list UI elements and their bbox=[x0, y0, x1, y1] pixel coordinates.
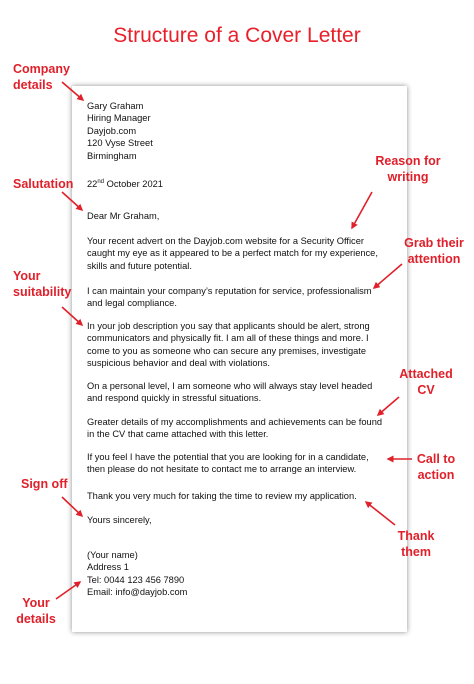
label-sign-off: Sign off bbox=[21, 477, 68, 491]
label-line: writing bbox=[387, 170, 429, 184]
paragraph-personal bbox=[87, 380, 372, 405]
sender-name: (Your name) bbox=[87, 550, 138, 560]
date-suffix: nd bbox=[97, 179, 105, 185]
label-line: Call to bbox=[416, 452, 456, 466]
label-grab-their-attention bbox=[396, 235, 472, 267]
recipient-title: Hiring Manager bbox=[87, 113, 151, 124]
paragraph-line: caught my eye as it appeared to be a perfect match for my experience, bbox=[87, 248, 378, 259]
sign-off-text: Yours sincerely, bbox=[87, 515, 152, 525]
sender-email: Email: info@dayjob.com bbox=[87, 587, 188, 598]
label-your-details bbox=[11, 595, 61, 627]
label-line: Reason for bbox=[375, 154, 441, 168]
salutation-text: Dear Mr Graham, bbox=[87, 211, 160, 221]
label-line: CV bbox=[417, 383, 435, 397]
paragraph-line: skills and future potential. bbox=[87, 260, 192, 271]
paragraph-line: Your recent advert on the Dayjob.com website for a Security Officer bbox=[87, 236, 364, 246]
recipient-name: Gary Graham bbox=[87, 101, 144, 111]
paragraph-line: I can maintain your company’s reputation for service, professionalism bbox=[87, 286, 372, 296]
sender-details-block bbox=[87, 549, 187, 599]
paragraph-line: then please do not hesitate to contact me to arrange an interview. bbox=[87, 464, 357, 475]
label-line: Your bbox=[22, 596, 50, 610]
paragraph-line: and legal compliance. bbox=[87, 298, 177, 309]
paragraph-thanks: Thank you very much for taking the time to review my application. bbox=[87, 491, 357, 501]
label-line: suitability bbox=[13, 285, 72, 299]
date-month-year: October 2021 bbox=[104, 179, 163, 190]
paragraph-line: suspicious behavior and deal with violations. bbox=[87, 358, 270, 369]
label-company-details bbox=[13, 61, 70, 93]
label-line: details bbox=[16, 612, 56, 626]
label-line: them bbox=[401, 545, 431, 559]
paragraph-line: In your job description you say that applicants should be alert, strong bbox=[87, 321, 370, 331]
paragraph-attention bbox=[87, 285, 372, 310]
paragraph-line: come to you as someone who can secure any premises, investigate bbox=[87, 345, 367, 356]
label-line: Your bbox=[13, 269, 41, 283]
label-line: Company bbox=[13, 62, 70, 76]
label-attached-cv bbox=[394, 366, 458, 398]
paragraph-attached-cv bbox=[87, 416, 382, 441]
label-call-to-action bbox=[408, 451, 464, 483]
sender-phone: Tel: 0044 123 456 7890 bbox=[87, 574, 185, 585]
label-thank-them bbox=[388, 528, 444, 560]
label-reason-for-writing bbox=[368, 153, 448, 185]
label-salutation: Salutation bbox=[13, 177, 74, 191]
paragraph-line: If you feel I have the potential that you are looking for in a candidate, bbox=[87, 452, 369, 462]
label-line: action bbox=[417, 468, 455, 482]
label-line: Thank bbox=[397, 529, 435, 543]
paragraph-line: Greater details of my accomplishments and achievements can be found bbox=[87, 417, 383, 427]
label-your-suitability bbox=[13, 268, 71, 300]
label-line: attention bbox=[407, 252, 461, 266]
sender-address: Address 1 bbox=[87, 562, 129, 573]
paragraph-line: On a personal level, I am someone who will always stay level headed bbox=[87, 381, 373, 391]
paragraph-reason bbox=[87, 235, 378, 272]
paragraph-suitability bbox=[87, 320, 370, 370]
paragraph-call-to-action bbox=[87, 451, 369, 476]
paragraph-line: in the CV that came attached with this letter. bbox=[87, 429, 269, 440]
letter-date bbox=[87, 176, 163, 191]
label-line: details bbox=[13, 78, 53, 92]
company-address-block bbox=[87, 100, 153, 162]
street-address: 120 Vyse Street bbox=[87, 138, 153, 149]
label-line: Grab their bbox=[404, 236, 464, 250]
page-title: Structure of a Cover Letter bbox=[113, 24, 361, 47]
paragraph-line: communicators and physically fit. I am all of these things and more. I bbox=[87, 333, 369, 344]
label-line: Attached bbox=[399, 367, 453, 381]
city: Birmingham bbox=[87, 150, 137, 161]
paragraph-line: and respond quickly in stressful situations. bbox=[87, 393, 262, 404]
company-name: Dayjob.com bbox=[87, 125, 137, 136]
date-day: 22 bbox=[87, 179, 98, 190]
